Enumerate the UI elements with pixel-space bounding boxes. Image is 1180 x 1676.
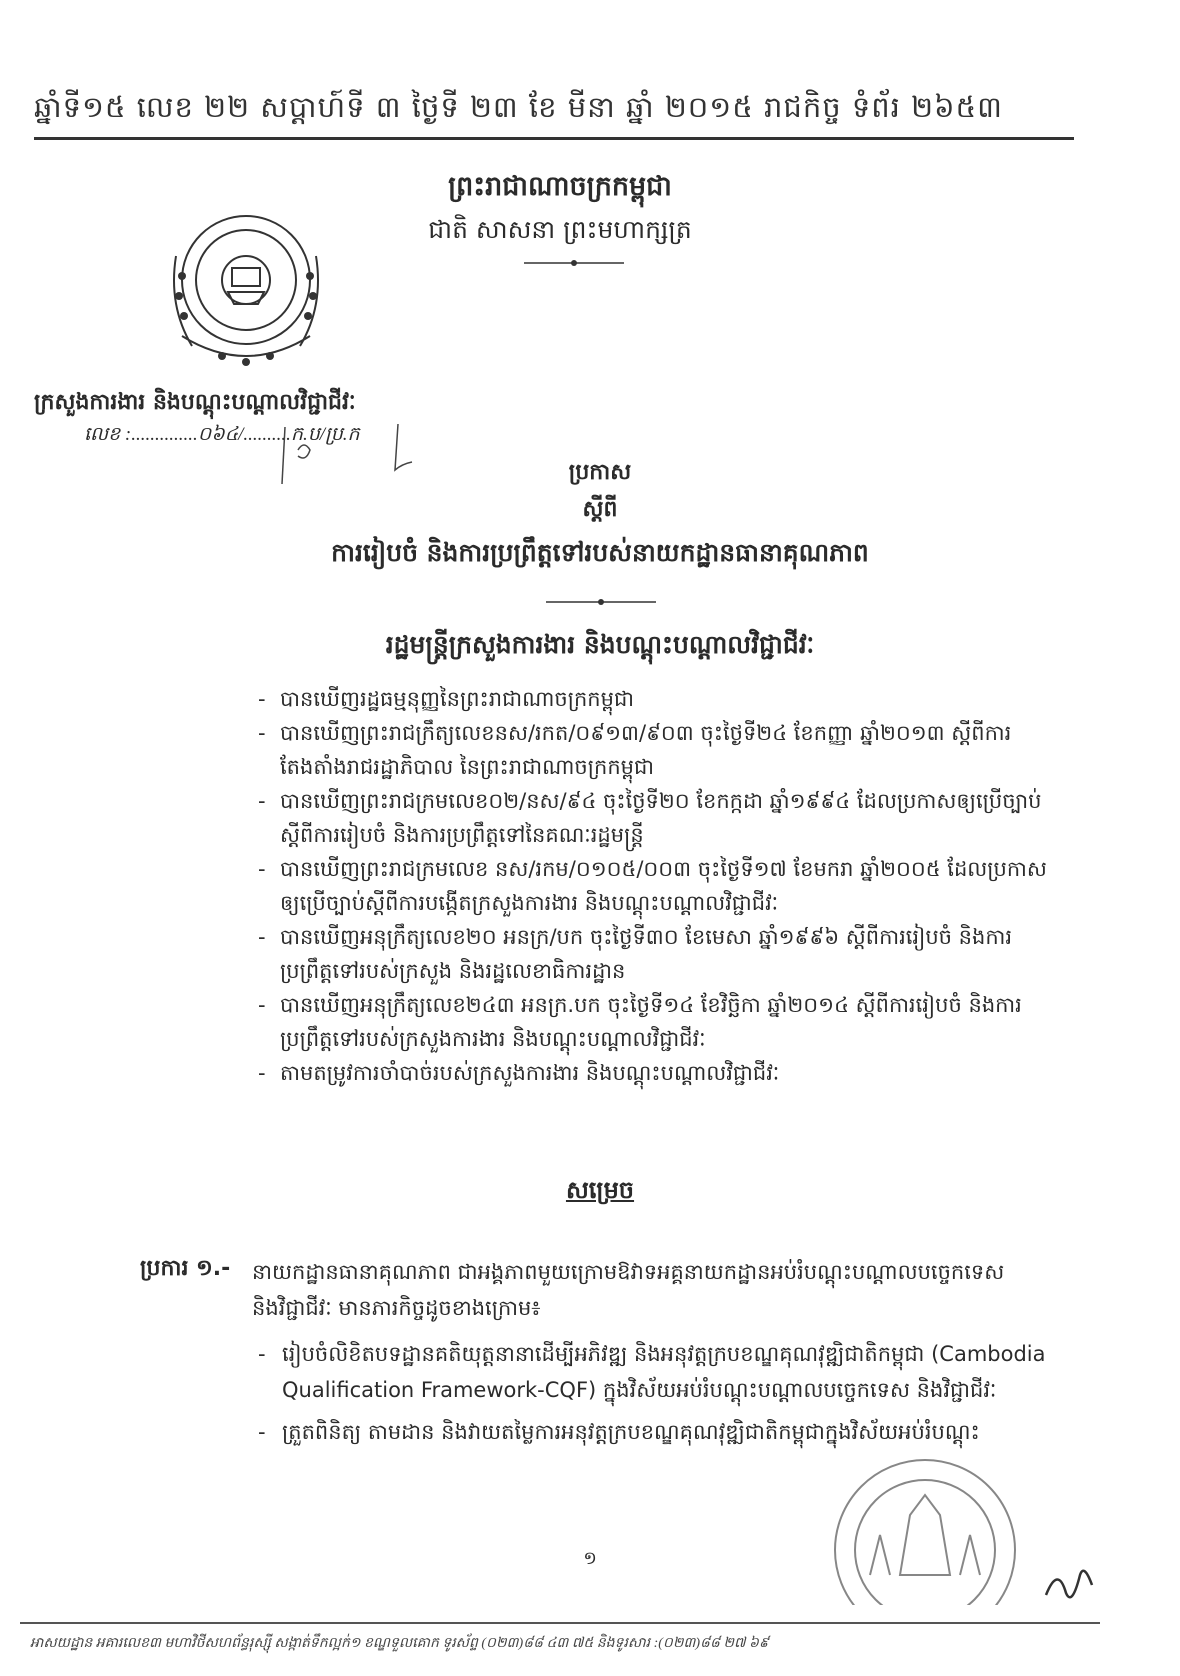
preamble-item: - បានឃើញព្រះរាជក្រមលេខ នស/រកម/០១០៥/០០៣ ចុះថ្ងៃទី១៧ ខែមករា ឆ្នាំ២០០៥ ដែលប្រកាសឲ្យប្រើច្បាប់ស្តីពីការបង្កើតក្រសួងការងារ និងបណ្តុះបណ្តាលវិជ្ជាជីវៈ bbox=[258, 852, 1058, 920]
kingdom-title: ព្រះរាជាណាចក្រកម្ពុជា bbox=[448, 171, 672, 202]
duties-list bbox=[258, 1336, 1058, 1456]
official-seal-icon bbox=[810, 1455, 1040, 1605]
regarding-label: ស្តីពី bbox=[582, 497, 618, 522]
gazette-header: ឆ្នាំទី១៥ លេខ ២២ សប្តាហ៍ទី ៣ ថ្ងៃទី ២៣ ខែ មីនា ឆ្នាំ ២០១៥ រាជកិច្ច ទំព័រ ២៦៥៣ bbox=[34, 90, 1003, 124]
preamble-item: - តាមតម្រូវការចាំបាច់របស់ក្រសួងការងារ និងបណ្តុះបណ្តាលវិជ្ជាជីវៈ bbox=[258, 1056, 1058, 1090]
preamble-item: - បានឃើញអនុក្រឹត្យលេខ២៤៣ អនក្រ.បក ចុះថ្ងៃទី១៤ ខែវិច្ឆិកា ឆ្នាំ២០១៤ ស្តីពីការរៀបចំ និងការប្រព្រឹត្តទៅរបស់ក្រសួងការងារ និងបណ្តុះបណ្តាលវិជ្ជាជីវៈ bbox=[258, 988, 1058, 1056]
footer-address: អាសយដ្ឋាន អគារលេខ៣ មហាវិថីសហព័ន្ធរុស្ស៊ី សង្កាត់ទឹកល្អក់១ ខណ្ឌទួលគោក ទូរស័ព្ទ (០២៣)៨៨ ៤៣ ៧៥ និងទូរសារ :(០២៣)៨៨ ២៧ ៦៩ bbox=[30, 1636, 769, 1651]
article-text: នាយកដ្ឋានធានាគុណភាព ជាអង្គភាពមួយក្រោមឱវាទអគ្គនាយកដ្ឋានអប់រំបណ្តុះបណ្តាលបច្ចេកទេស និងវិជ្ជាជីវៈ មានភារកិច្ចដូចខាងក្រោម៖ bbox=[252, 1260, 1005, 1320]
decision-heading: សម្រេច bbox=[565, 1176, 635, 1204]
duty-item: - ត្រួតពិនិត្យ តាមដាន និងវាយតម្លៃការអនុវត្តក្របខណ្ឌគុណវុឌ្ឍិជាតិកម្ពុជាក្នុងវិស័យអប់រំបណ្តុះ bbox=[258, 1414, 1058, 1450]
signature-initials bbox=[1040, 1555, 1100, 1615]
ornament-divider bbox=[546, 597, 656, 607]
preamble-item: - បានឃើញព្រះរាជក្រមលេខ០២/នស/៩៤ ចុះថ្ងៃទី២០ ខែកក្កដា ឆ្នាំ១៩៩៤ ដែលប្រកាសឲ្យប្រើច្បាប់ស្តីពីការរៀបចំ និងការប្រព្រឹត្តទៅនៃគណៈរដ្ឋមន្ត្រី bbox=[258, 784, 1058, 852]
article-label: ប្រការ ១.- bbox=[140, 1256, 231, 1281]
reference-number: លេខ :..............០៦៤/..........ក.ប/ប្រ.ក bbox=[84, 424, 360, 445]
preamble-list bbox=[258, 682, 1058, 1090]
minister-title: រដ្ឋមន្ត្រីក្រសួងការងារ និងបណ្តុះបណ្តាលវិជ្ជាជីវៈ bbox=[385, 630, 815, 659]
ministry-emblem-icon bbox=[162, 196, 330, 386]
header-rule bbox=[34, 137, 1074, 140]
duty-item: - រៀបចំលិខិតបទដ្ឋានគតិយុត្តនានាដើម្បីអភិវឌ្ឍ និងអនុវត្តក្របខណ្ឌគុណវុឌ្ឍិជាតិកម្ពុជា (Cambodia Qualification Framework-CQF) ក្នុងវិស័យអប់រំបណ្តុះបណ្តាលបច្ចេកទេស និងវិជ្ជាជីវៈ bbox=[258, 1336, 1058, 1408]
footer-rule bbox=[20, 1622, 1100, 1624]
issuing-ministry: ក្រសួងការងារ និងបណ្តុះបណ្តាលវិជ្ជាជីវៈ bbox=[34, 390, 356, 415]
preamble-item: - បានឃើញរដ្ឋធម្មនុញ្ញនៃព្រះរាជាណាចក្រកម្ពុជា bbox=[258, 682, 1058, 716]
preamble-item: - បានឃើញអនុក្រឹត្យលេខ២០ អនក្រ/បក ចុះថ្ងៃទី៣០ ខែមេសា ឆ្នាំ១៩៩៦ ស្តីពីការរៀបចំ និងការប្រព្រឹត្តទៅរបស់ក្រសួង និងរដ្ឋលេខាធិការដ្ឋាន bbox=[258, 920, 1058, 988]
national-motto: ជាតិ សាសនា ព្រះមហាក្សត្រ bbox=[428, 215, 692, 244]
ornament-divider bbox=[524, 258, 624, 268]
document-type: ប្រកាស bbox=[568, 460, 632, 485]
document-subject: ការរៀបចំ និងការប្រព្រឹត្តទៅរបស់នាយកដ្ឋានធានាគុណភាព bbox=[331, 538, 869, 567]
preamble-item: - បានឃើញព្រះរាជក្រឹត្យលេខនស/រកត/០៩១៣/៩០៣ ចុះថ្ងៃទី២៤ ខែកញ្ញា ឆ្នាំ២០១៣ ស្តីពីការតែងតាំងរាជរដ្ឋាភិបាល នៃព្រះរាជាណាចក្រកម្ពុជា bbox=[258, 716, 1058, 784]
page-number: ១ bbox=[583, 1548, 597, 1569]
